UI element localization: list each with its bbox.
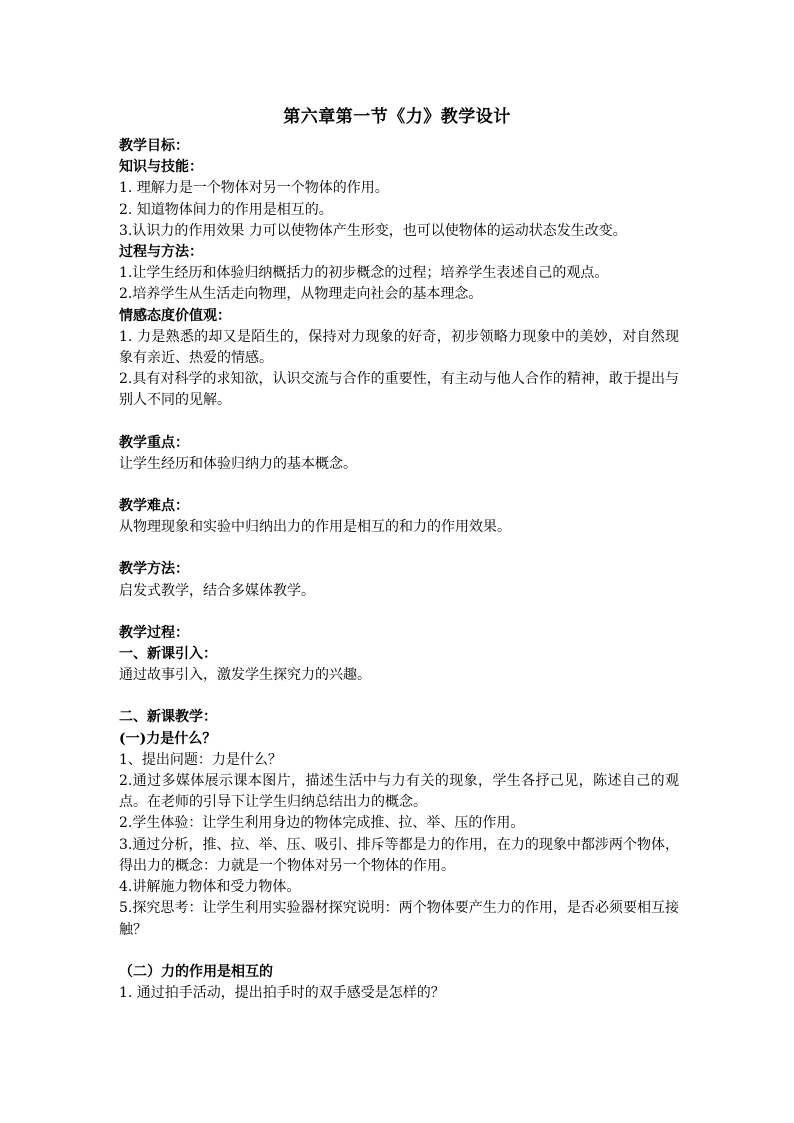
spacer [119,475,679,496]
difficulty-heading: 教学难点： [119,498,189,515]
document-title: 第六章第一节《力》教学设计 [283,107,511,127]
process-method-heading: 过程与方法： [119,244,203,261]
part2-heading: （二）力的作用是相互的 [119,963,273,980]
part2-item: 1. 通过拍手活动，提出拍手时的双手感受是怎样的？ [119,984,445,1001]
spacer [119,686,679,707]
spacer [119,412,679,433]
method-heading: 教学方法： [119,561,189,578]
key-point-text: 让学生经历和体验归纳力的基本概念。 [119,455,357,472]
spacer [119,538,679,559]
objectives-heading: 教学目标： [119,138,189,154]
part1-heading: (一)力是什么？ [119,730,217,747]
part1-item: 2.通过多媒体展示课本图片，描述生活中与力有关的现象，学生各抒己见，陈述自己的观点。在老师的引导下让学生归纳总结出力的概念。 [119,773,679,811]
new-lesson-heading: 二、新课教学： [119,709,217,726]
method-text: 启发式教学，结合多媒体教学。 [119,582,315,599]
knowledge-item: 3.认识力的作用效果 力可以使物体产生形变，也可以使物体的运动状态发生改变。 [119,222,627,239]
part1-item: 5.探究思考：让学生利用实验器材探究说明：两个物体要产生力的作用，是否必须要相互接触？ [119,900,679,938]
spacer [119,941,679,962]
key-point-heading: 教学重点： [119,434,189,451]
process-method-item: 1.让学生经历和体验归纳概括力的初步概念的过程；培养学生表述自己的观点。 [119,265,609,282]
part1-item: 2.学生体验：让学生利用身边的物体完成推、拉、举、压的作用。 [119,815,525,832]
intro-text: 通过故事引入，激发学生探究力的兴趣。 [119,667,371,684]
teaching-process-heading: 教学过程： [119,624,189,641]
spacer [119,602,679,623]
part1-item: 1、提出问题：力是什么？ [119,751,282,768]
knowledge-heading: 知识与技能： [119,159,203,176]
document-body [119,136,679,1004]
knowledge-item: 2. 知道物体间力的作用是相互的。 [119,201,333,218]
knowledge-item: 1. 理解力是一个物体对另一个物体的作用。 [119,180,389,197]
attitude-item: 1. 力是熟悉的却又是陌生的，保持对力现象的好奇，初步领略力现象中的美妙，对自然现象有亲近、热爱的情感。 [119,328,679,367]
process-method-item: 2.培养学生从生活走向物理，从物理走向社会的基本理念。 [119,286,483,303]
difficulty-text: 从物理现象和实验中归纳出力的作用是相互的和力的作用效果。 [119,519,511,536]
attitude-item: 2.具有对科学的求知欲，认识交流与合作的重要性，有主动与他人合作的精神，敢于提出与别人不同的见解。 [119,371,679,409]
intro-heading: 一、新课引入： [119,646,217,663]
part1-item: 4.讲解施力物体和受力物体。 [119,879,301,896]
attitude-heading: 情感态度价值观： [119,307,231,324]
part1-item: 3.通过分析，推、拉、举、压、吸引、排斥等都是力的作用，在力的现象中都涉两个物体，得出力的概念：力就是一个物体对另一个物体的作用。 [119,836,679,874]
